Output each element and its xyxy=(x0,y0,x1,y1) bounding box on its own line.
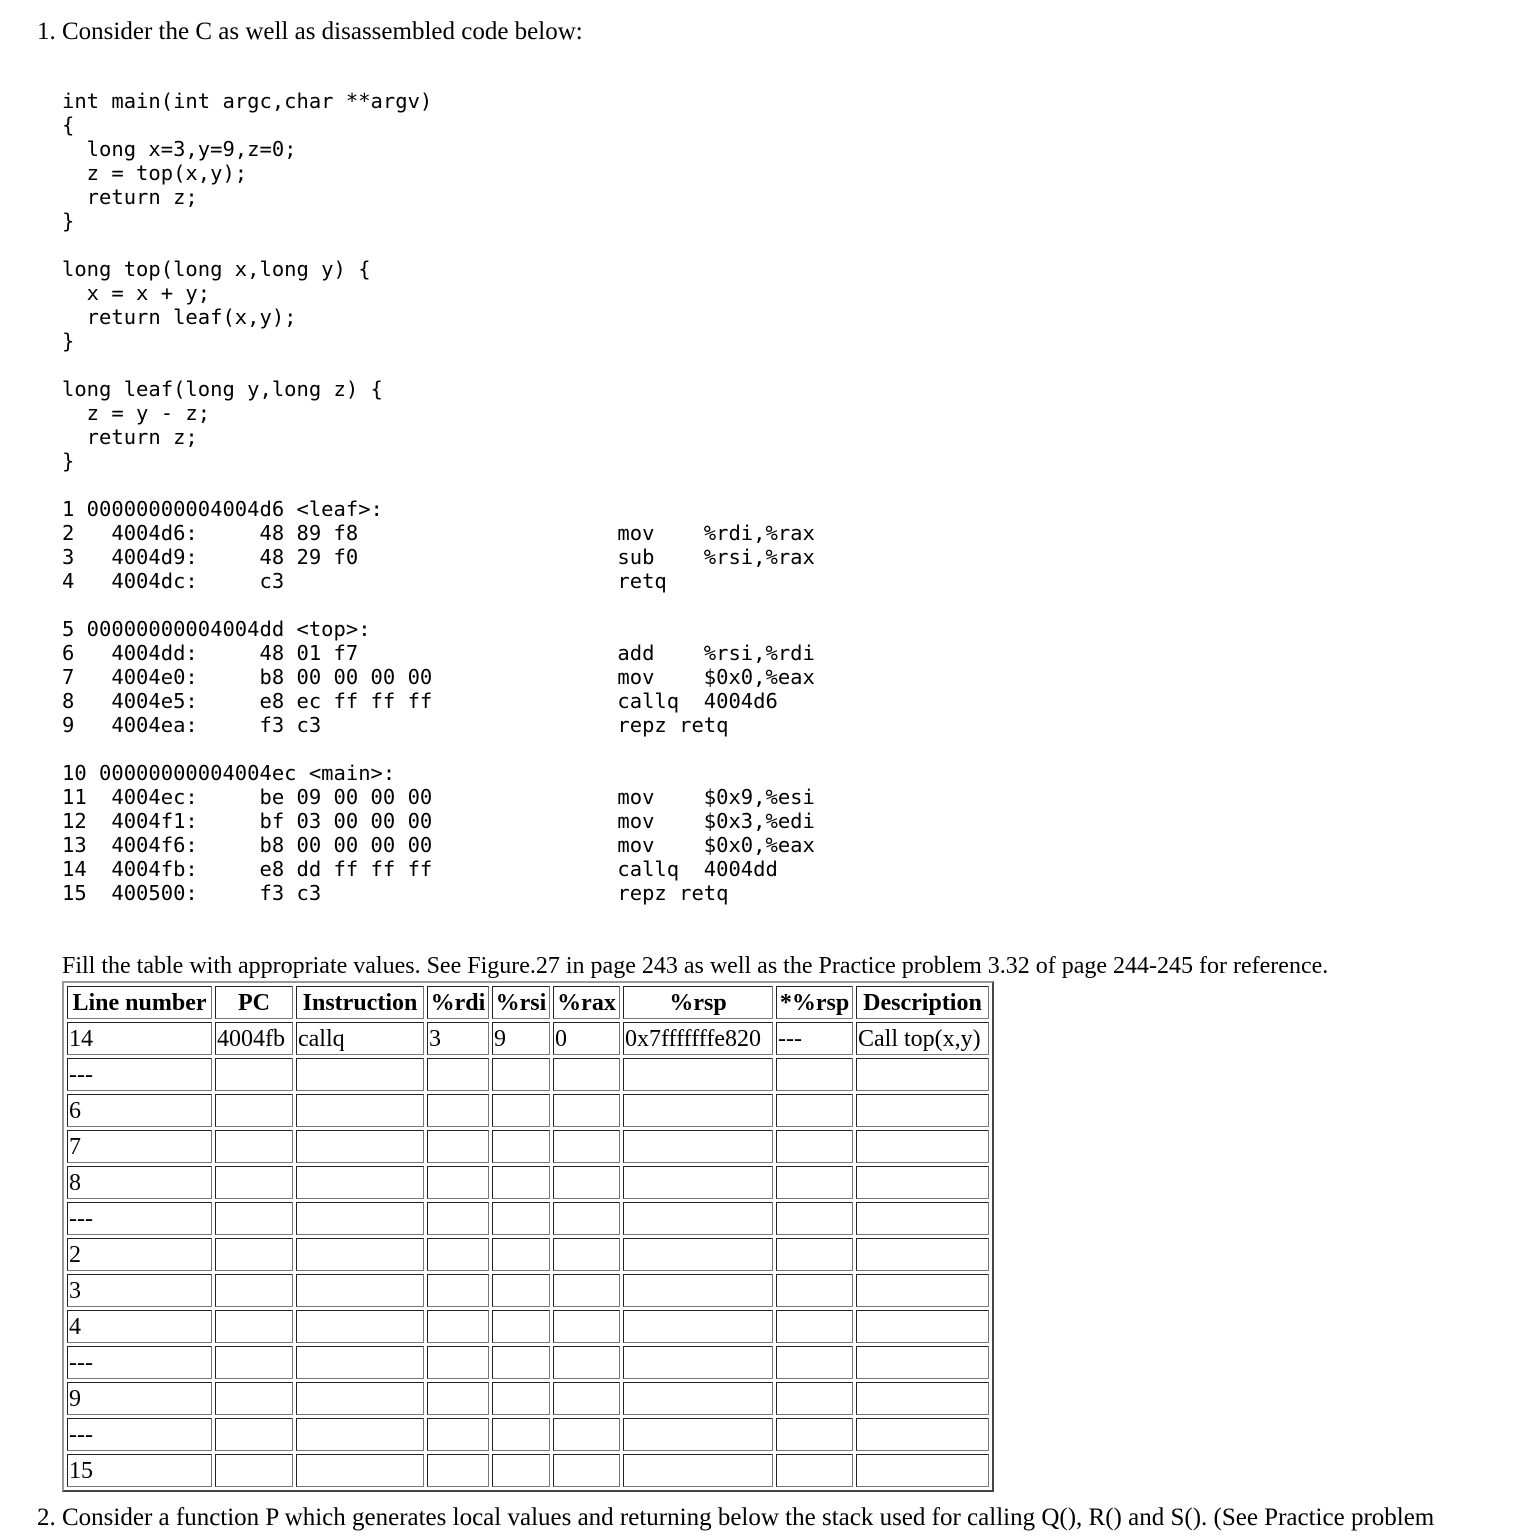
cell-mem-rsp xyxy=(776,1346,853,1379)
cell-line-number: --- xyxy=(67,1202,212,1235)
cell-description xyxy=(856,1058,989,1091)
cell-rsi xyxy=(492,1130,550,1163)
cell-rsi xyxy=(492,1382,550,1415)
cell-rax xyxy=(553,1346,620,1379)
table-row xyxy=(67,1418,989,1451)
cell-rdi xyxy=(427,1166,489,1199)
disassembly-line: 1 00000000004004d6 <leaf>: xyxy=(62,497,383,521)
cell-pc xyxy=(215,1238,293,1271)
cell-rsi xyxy=(492,1454,550,1487)
cell-rax xyxy=(553,1310,620,1343)
cell-instruction xyxy=(296,1418,424,1451)
disassembly-blank-line xyxy=(62,593,815,617)
cell-rsp xyxy=(623,1238,773,1271)
cell-description xyxy=(856,1310,989,1343)
cell-rsp xyxy=(623,1130,773,1163)
cell-instruction xyxy=(296,1130,424,1163)
cell-instruction xyxy=(296,1058,424,1091)
cell-rdi xyxy=(427,1094,489,1127)
cell-line-number: --- xyxy=(67,1418,212,1451)
cell-rsi xyxy=(492,1166,550,1199)
disassembly-line: 2 4004d6: 48 89 f8 mov %rdi,%rax xyxy=(62,521,815,545)
cell-rsp xyxy=(623,1310,773,1343)
cell-line-number: 6 xyxy=(67,1094,212,1127)
cell-rdi xyxy=(427,1238,489,1271)
c-source-code: int main(int argc,char **argv) { long x=3,y=9,z=0; z = top(x,y); return z; } long top(long x,long y) { x = x + y; return leaf(x,y); } long leaf(long y,long z) { z = y - z; return z; } xyxy=(62,89,433,473)
cell-rsp xyxy=(623,1418,773,1451)
cell-mem-rsp: --- xyxy=(776,1022,853,1055)
cell-rdi xyxy=(427,1454,489,1487)
cell-instruction xyxy=(296,1094,424,1127)
cell-description xyxy=(856,1346,989,1379)
header-rdi: %rdi xyxy=(427,986,489,1019)
cell-pc: 4004fb xyxy=(215,1022,293,1055)
cell-instruction xyxy=(296,1202,424,1235)
table-row xyxy=(67,1454,989,1487)
cell-rax xyxy=(553,1274,620,1307)
disassembly-line: 15 400500: f3 c3 repz retq xyxy=(62,881,729,905)
cell-rsp xyxy=(623,1382,773,1415)
cell-rax xyxy=(553,1094,620,1127)
cell-rdi xyxy=(427,1346,489,1379)
trace-table xyxy=(62,981,994,1492)
trace-table-body xyxy=(67,1022,989,1487)
cell-line-number: 14 xyxy=(67,1022,212,1055)
cell-line-number: --- xyxy=(67,1058,212,1091)
cell-rsi: 9 xyxy=(492,1022,550,1055)
cell-description xyxy=(856,1094,989,1127)
cell-line-number: 4 xyxy=(67,1310,212,1343)
cell-rsi xyxy=(492,1094,550,1127)
header-rax: %rax xyxy=(553,986,620,1019)
cell-pc xyxy=(215,1166,293,1199)
table-row xyxy=(67,1382,989,1415)
cell-mem-rsp xyxy=(776,1058,853,1091)
cell-pc xyxy=(215,1346,293,1379)
table-row xyxy=(67,1346,989,1379)
cell-rsi xyxy=(492,1346,550,1379)
cell-rax xyxy=(553,1382,620,1415)
cell-mem-rsp xyxy=(776,1094,853,1127)
cell-rdi xyxy=(427,1418,489,1451)
cell-line-number: 9 xyxy=(67,1382,212,1415)
cell-rsi xyxy=(492,1274,550,1307)
disassembly-line: 10 00000000004004ec <main>: xyxy=(62,761,396,785)
table-row xyxy=(67,1130,989,1163)
header-pc: PC xyxy=(215,986,293,1019)
trace-table-header-row xyxy=(67,986,989,1019)
disassembly-line: 9 4004ea: f3 c3 repz retq xyxy=(62,713,729,737)
cell-description xyxy=(856,1382,989,1415)
disassembly-line: 12 4004f1: bf 03 00 00 00 mov $0x3,%edi xyxy=(62,809,815,833)
disassembly-line: 6 4004dd: 48 01 f7 add %rsi,%rdi xyxy=(62,641,815,665)
cell-pc xyxy=(215,1310,293,1343)
cell-rax: 0 xyxy=(553,1022,620,1055)
cell-description xyxy=(856,1202,989,1235)
cell-pc xyxy=(215,1130,293,1163)
table-row xyxy=(67,1022,989,1055)
cell-mem-rsp xyxy=(776,1274,853,1307)
next-question-partial: 2. Consider a function P which generates local values and returning below the stack used for calling Q(), R() and S(). (See Practice problem xyxy=(37,1504,1435,1531)
table-row xyxy=(67,1310,989,1343)
disassembly-listing xyxy=(62,497,815,905)
cell-description xyxy=(856,1454,989,1487)
cell-line-number: --- xyxy=(67,1346,212,1379)
cell-rdi xyxy=(427,1310,489,1343)
disassembly-blank-line xyxy=(62,737,815,761)
cell-rdi xyxy=(427,1382,489,1415)
cell-rdi xyxy=(427,1130,489,1163)
disassembly-line: 5 00000000004004dd <top>: xyxy=(62,617,371,641)
header-description: Description xyxy=(856,986,989,1019)
cell-rsp xyxy=(623,1274,773,1307)
cell-description: Call top(x,y) xyxy=(856,1022,989,1055)
cell-line-number: 7 xyxy=(67,1130,212,1163)
cell-line-number: 3 xyxy=(67,1274,212,1307)
table-row xyxy=(67,1238,989,1271)
cell-description xyxy=(856,1274,989,1307)
cell-mem-rsp xyxy=(776,1238,853,1271)
cell-rax xyxy=(553,1130,620,1163)
cell-rsi xyxy=(492,1202,550,1235)
cell-rdi xyxy=(427,1274,489,1307)
cell-instruction xyxy=(296,1454,424,1487)
cell-rsp xyxy=(623,1058,773,1091)
header-mem-rsp: *%rsp xyxy=(776,986,853,1019)
cell-mem-rsp xyxy=(776,1130,853,1163)
cell-rsp xyxy=(623,1094,773,1127)
cell-rdi: 3 xyxy=(427,1022,489,1055)
cell-mem-rsp xyxy=(776,1310,853,1343)
cell-mem-rsp xyxy=(776,1202,853,1235)
cell-description xyxy=(856,1238,989,1271)
disassembly-line: 3 4004d9: 48 29 f0 sub %rsi,%rax xyxy=(62,545,815,569)
cell-pc xyxy=(215,1274,293,1307)
cell-rsp xyxy=(623,1202,773,1235)
cell-rax xyxy=(553,1202,620,1235)
cell-instruction xyxy=(296,1346,424,1379)
cell-mem-rsp xyxy=(776,1418,853,1451)
header-instruction: Instruction xyxy=(296,986,424,1019)
cell-description xyxy=(856,1166,989,1199)
table-row xyxy=(67,1274,989,1307)
disassembly-line: 11 4004ec: be 09 00 00 00 mov $0x9,%esi xyxy=(62,785,815,809)
cell-instruction xyxy=(296,1238,424,1271)
cell-mem-rsp xyxy=(776,1454,853,1487)
cell-line-number: 2 xyxy=(67,1238,212,1271)
cell-instruction xyxy=(296,1382,424,1415)
table-row xyxy=(67,1058,989,1091)
cell-pc xyxy=(215,1454,293,1487)
cell-mem-rsp xyxy=(776,1166,853,1199)
disassembly-line: 7 4004e0: b8 00 00 00 00 mov $0x0,%eax xyxy=(62,665,815,689)
disassembly-line: 13 4004f6: b8 00 00 00 00 mov $0x0,%eax xyxy=(62,833,815,857)
cell-instruction xyxy=(296,1166,424,1199)
cell-pc xyxy=(215,1094,293,1127)
cell-rax xyxy=(553,1238,620,1271)
cell-rax xyxy=(553,1166,620,1199)
header-rsp: %rsp xyxy=(623,986,773,1019)
cell-rsp xyxy=(623,1166,773,1199)
cell-rsi xyxy=(492,1310,550,1343)
cell-description xyxy=(856,1418,989,1451)
cell-rsi xyxy=(492,1238,550,1271)
disassembly-line: 4 4004dc: c3 retq xyxy=(62,569,667,593)
cell-rsp xyxy=(623,1454,773,1487)
cell-instruction xyxy=(296,1310,424,1343)
cell-rax xyxy=(553,1418,620,1451)
cell-rdi xyxy=(427,1058,489,1091)
cell-description xyxy=(856,1130,989,1163)
disassembly-line: 14 4004fb: e8 dd ff ff ff callq 4004dd xyxy=(62,857,778,881)
disassembly-line: 8 4004e5: e8 ec ff ff ff callq 4004d6 xyxy=(62,689,778,713)
cell-mem-rsp xyxy=(776,1382,853,1415)
table-instructions: Fill the table with appropriate values. See Figure.27 in page 243 as well as the Practice problem 3.32 of page 244-245 for reference. xyxy=(62,953,1329,979)
cell-rax xyxy=(553,1058,620,1091)
cell-pc xyxy=(215,1058,293,1091)
table-row xyxy=(67,1202,989,1235)
table-row xyxy=(67,1166,989,1199)
table-row xyxy=(67,1094,989,1127)
cell-pc xyxy=(215,1202,293,1235)
cell-rsp: 0x7fffffffe820 xyxy=(623,1022,773,1055)
cell-rsp xyxy=(623,1346,773,1379)
cell-pc xyxy=(215,1382,293,1415)
cell-rsi xyxy=(492,1418,550,1451)
header-rsi: %rsi xyxy=(492,986,550,1019)
cell-rdi xyxy=(427,1202,489,1235)
header-line-number: Line number xyxy=(67,986,212,1019)
cell-rax xyxy=(553,1454,620,1487)
question-heading: 1. Consider the C as well as disassembled code below: xyxy=(37,18,583,45)
cell-instruction: callq xyxy=(296,1022,424,1055)
cell-instruction xyxy=(296,1274,424,1307)
cell-pc xyxy=(215,1418,293,1451)
cell-line-number: 15 xyxy=(67,1454,212,1487)
cell-rsi xyxy=(492,1058,550,1091)
cell-line-number: 8 xyxy=(67,1166,212,1199)
